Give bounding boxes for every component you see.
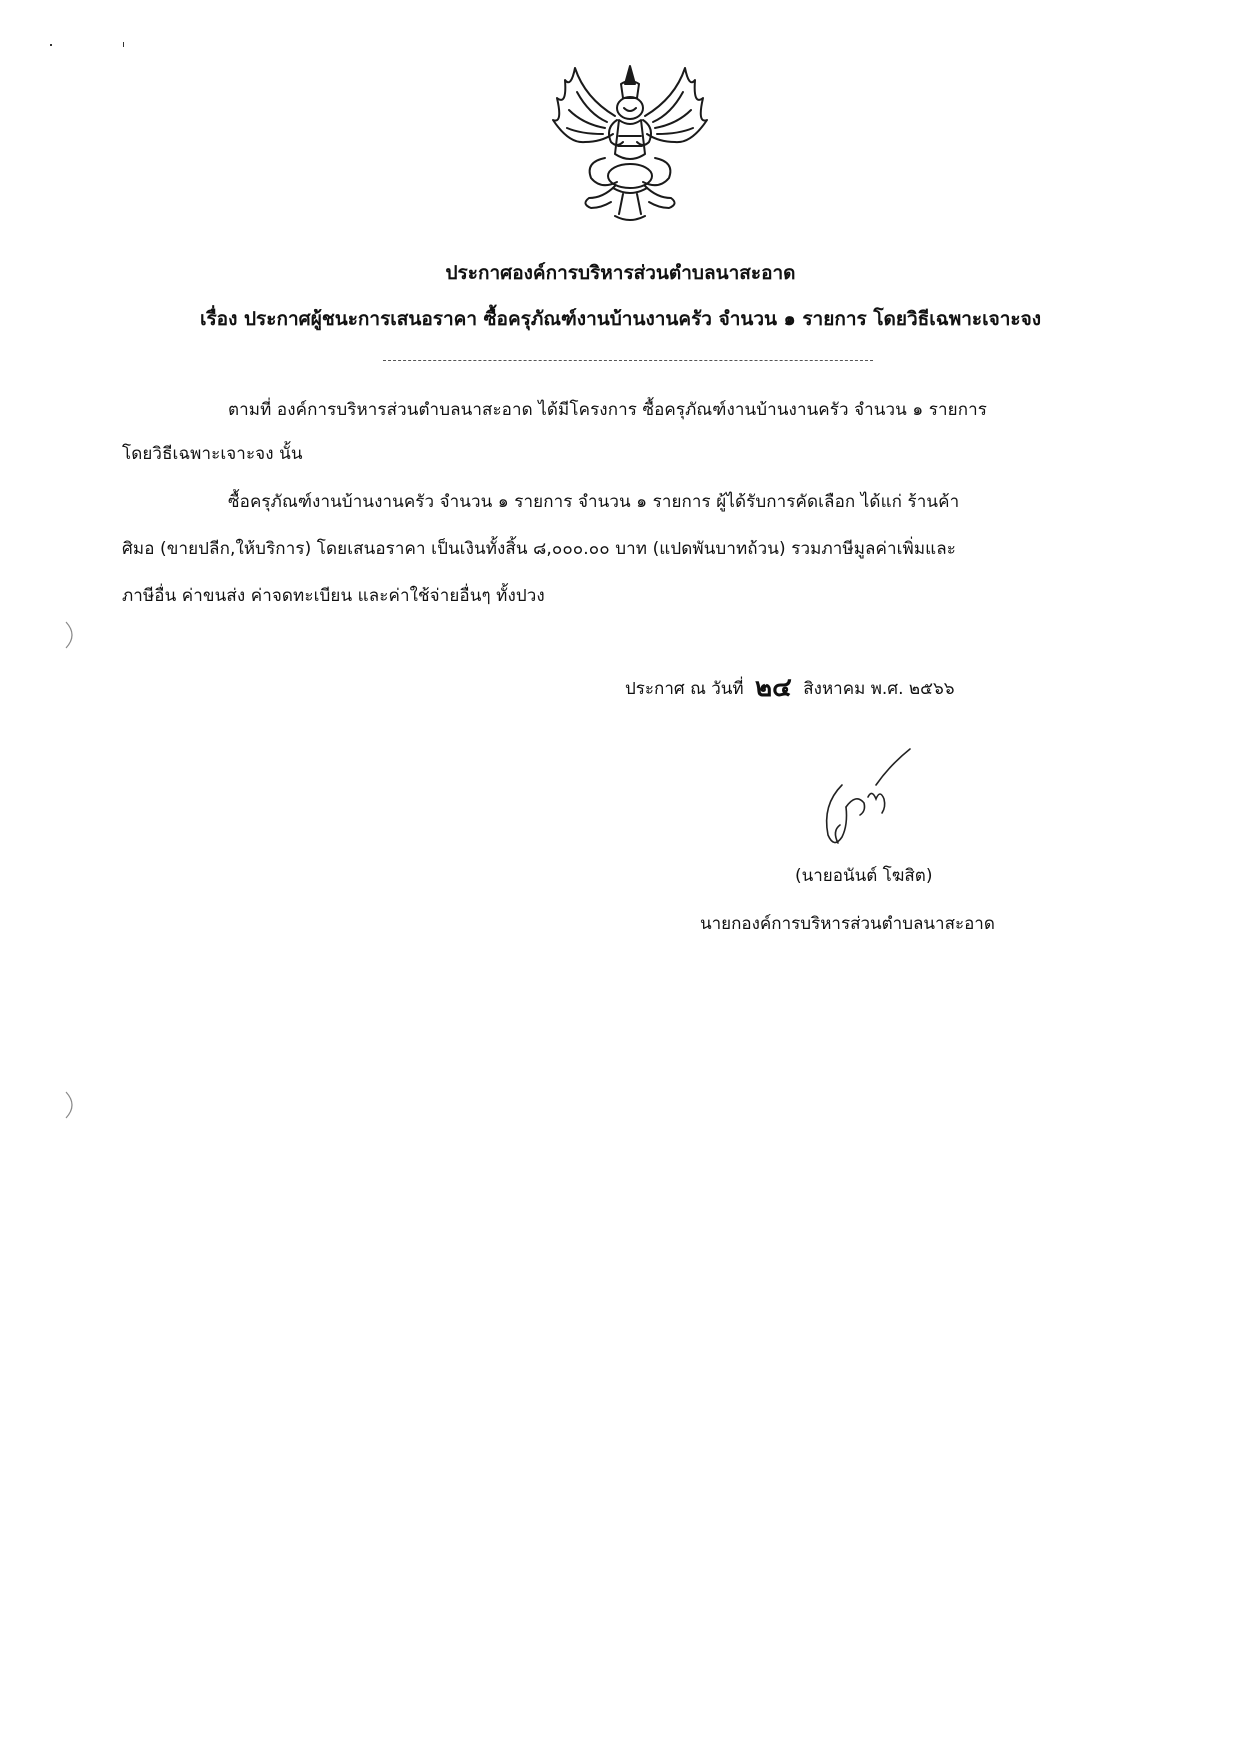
signer-name: (นายอนันต์ โฆสิต)	[795, 866, 933, 886]
announcement-subject: เรื่อง ประกาศผู้ชนะการเสนอราคา ซื้อครุภัณฑ์งานบ้านงานครัว จำนวน ๑ รายการ โดยวิธีเฉพาะเจาะจง	[199, 308, 1042, 330]
hole-punch-mark	[64, 1090, 78, 1120]
paragraph-1-line-2: โดยวิธีเฉพาะเจาะจง นั้น	[122, 444, 303, 464]
announcement-date	[625, 667, 955, 708]
divider	[383, 360, 873, 361]
paragraph-1-line-1: ตามที่ องค์การบริหารส่วนตำบลนาสะอาด ได้มีโครงการ ซื้อครุภัณฑ์งานบ้านงานครัว จำนวน ๑ รายการ	[228, 400, 987, 420]
paragraph-2-line-1: ซื้อครุภัณฑ์งานบ้านงานครัว จำนวน ๑ รายการ จำนวน ๑ รายการ ผู้ได้รับการคัดเลือก ได้แก่ ร้านค้า	[228, 492, 960, 512]
hole-punch-mark	[64, 620, 78, 650]
paragraph-2-line-3: ภาษีอื่น ค่าขนส่ง ค่าจดทะเบียน และค่าใช้จ่ายอื่นๆ ทั้งปวง	[122, 586, 545, 606]
garuda-emblem-icon	[545, 58, 715, 228]
signer-position: นายกองค์การบริหารส่วนตำบลนาสะอาด	[700, 914, 995, 934]
paragraph-2-line-2: ศิมอ (ขายปลีก,ให้บริการ) โดยเสนอราคา เป็นเงินทั้งสิ้น ๘,๐๐๐.๐๐ บาท (แปดพันบาทถ้วน) รวมภาษีมูลค่าเพิ่มและ	[122, 539, 956, 559]
scan-speck	[123, 42, 124, 47]
date-day: ๒๔	[755, 673, 792, 703]
announcement-title: ประกาศองค์การบริหารส่วนตำบลนาสะอาด	[445, 262, 796, 284]
date-prefix: ประกาศ ณ วันที่	[625, 679, 744, 699]
date-suffix: สิงหาคม พ.ศ. ๒๕๖๖	[803, 679, 955, 699]
handwritten-signature-icon	[812, 745, 942, 860]
scan-speck	[50, 44, 52, 46]
